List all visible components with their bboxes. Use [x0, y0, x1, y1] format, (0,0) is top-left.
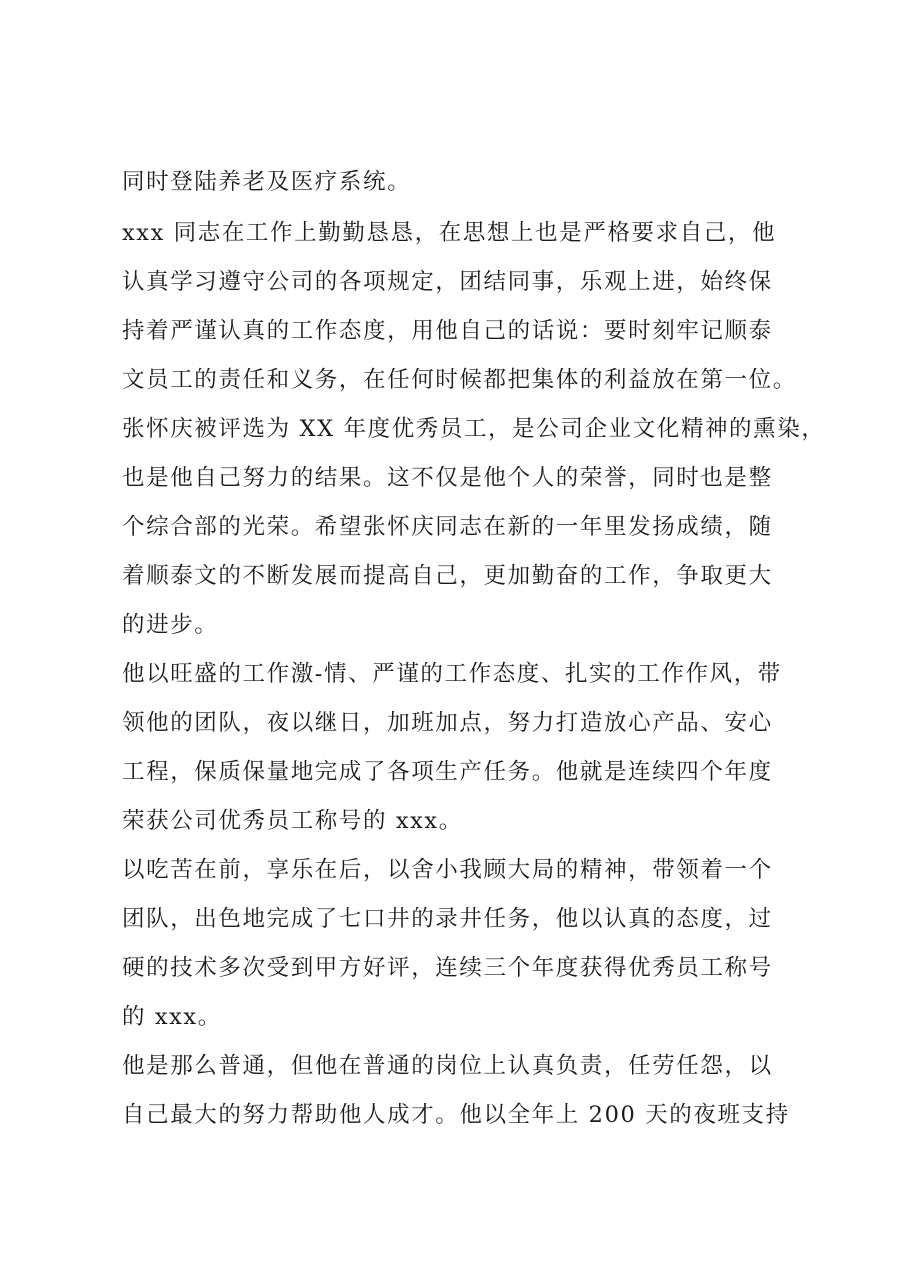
text-line: 团队，出色地完成了七口井的录井任务，他以认真的态度，过	[122, 906, 773, 932]
text-line: 他以旺盛的工作激-情、严谨的工作态度、扎实的工作作风，带	[122, 661, 782, 687]
text-line: 领他的团队，夜以继日，加班加点，努力打造放心产品、安心	[122, 710, 773, 736]
text-line: 个综合部的光荣。希望张怀庆同志在新的一年里发扬成绩，随	[122, 514, 773, 540]
text-line: 持着严谨认真的工作态度，用他自己的话说：要时刻牢记顺泰	[122, 318, 773, 344]
text-line: 他是那么普通，但他在普通的岗位上认真负责，任劳任怨，以	[122, 1053, 773, 1079]
text-line: xxx 同志在工作上勤勤恳恳，在思想上也是严格要求自己，他	[122, 220, 777, 246]
text-line: 着顺泰文的不断发展而提高自己，更加勤奋的工作，争取更大	[122, 563, 773, 589]
text-line: 的 xxx。	[122, 1004, 222, 1030]
text-line: 认真学习遵守公司的各项规定，团结同事，乐观上进，始终保	[122, 269, 773, 295]
text-line: 张怀庆被评选为 XX 年度优秀员工，是公司企业文化精神的熏染，	[122, 416, 826, 442]
text-line: 也是他自己努力的结果。这不仅是他个人的荣誉，同时也是整	[122, 465, 773, 491]
text-line: 同时登陆养老及医疗系统。	[122, 169, 412, 195]
text-line: 荣获公司优秀员工称号的 xxx。	[122, 808, 463, 834]
text-line: 以吃苦在前，享乐在后，以舍小我顾大局的精神，带领着一个	[122, 857, 773, 883]
text-line: 工程，保质保量地完成了各项生产任务。他就是连续四个年度	[122, 759, 773, 785]
text-line: 的进步。	[122, 612, 219, 638]
text-line: 文员工的责任和义务，在任何时候都把集体的利益放在第一位。	[122, 367, 797, 393]
text-line: 硬的技术多次受到甲方好评，连续三个年度获得优秀员工称号	[122, 955, 773, 981]
text-line: 自己最大的努力帮助他人成才。他以全年上 200 天的夜班支持	[122, 1102, 790, 1128]
